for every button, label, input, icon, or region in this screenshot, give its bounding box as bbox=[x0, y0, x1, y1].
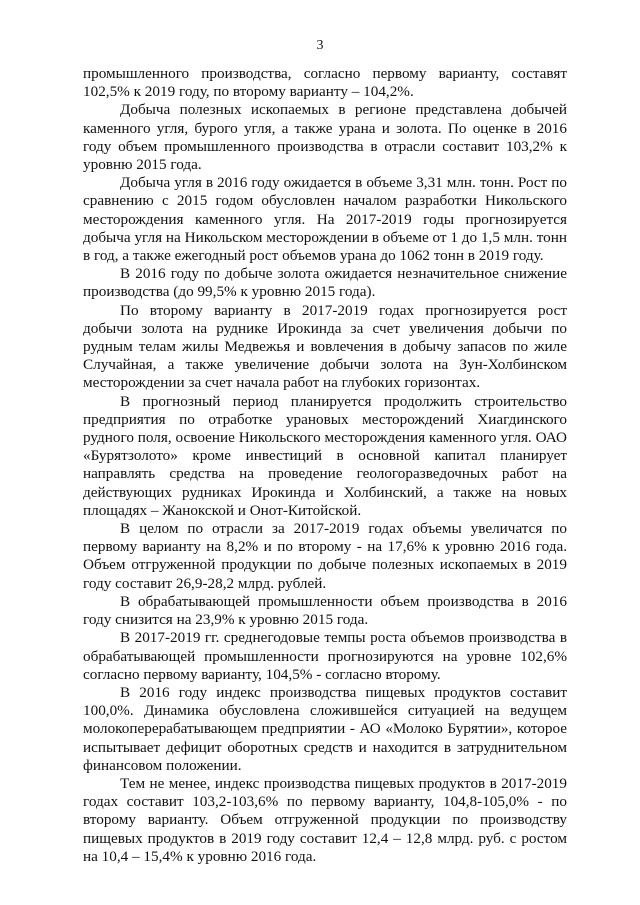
paragraph-manufacturing-growth: В 2017-2019 гг. среднегодовые темпы роста объемов производства в обрабатывающей промышленности прогнозируются на уровне 102,6% согласно первому варианту, 104,5% - согласно второму. bbox=[83, 629, 567, 683]
paragraph-food-index-2016: В 2016 году индекс производства пищевых продуктов составит 100,0%. Динамика обусловлена сложившейся ситуацией на ведущем молокоперерабатывающем предприятии - АО «Молоко Бурятии», которое испытывает дефицит оборотных средств и находится в затруднительном финансовом положении. bbox=[83, 683, 567, 774]
paragraph-continuation: промышленного производства, согласно первому варианту, составят 102,5% к 2019 году, по второму варианту – 104,2%. bbox=[83, 65, 567, 101]
paragraph-mining-overview: Добыча полезных ископаемых в регионе представлена добычей каменного угля, бурого угля, а также урана и золота. По оценке в 2016 году объем промышленного производства в отрасли составит 103,2% к уровню 2015 года. bbox=[83, 101, 567, 174]
paragraph-coal-production: Добыча угля в 2016 году ожидается в объеме 3,31 млн. тонн. Рост по сравнению с 2015 годом обусловлен началом разработки Никольского месторождения каменного угля. На 2017-2019 годы прогнозируется добыча угля на Никольском месторождении в объеме от 1 до 1,5 млн. тонн в год, а также ежегодный рост объемов урана до 1062 тонн в 2019 году. bbox=[83, 174, 567, 265]
paragraph-manufacturing-2016: В обрабатывающей промышленности объем производства в 2016 году снизится на 23,9% к уровню 2015 года. bbox=[83, 592, 567, 629]
paragraph-forecast-period: В прогнозный период планируется продолжить строительство предприятия по отработке урановых месторождений Хиагдинского рудного поля, освоение Никольского месторождения каменного угля. ОАО «Бурятзолото» кроме инвестиций в основной капитал планирует направлять средства на проведение геологоразведочных работ на действующих рудниках Ирокинда и Холбинский, а также на новых площадях – Жанокской и Онот-Китойской. bbox=[83, 392, 567, 519]
paragraph-gold-second-variant: По второму варианту в 2017-2019 годах прогнозируется рост добычи золота на руднике Ирокинда за счет увеличения добычи по рудным телам жилы Медвежья и вовлечения в добычу запасов по жиле Случайная, а также увеличение добычи золота на Зун-Холбинском месторождении за счет начала работ на глубоких горизонтах. bbox=[83, 301, 567, 392]
paragraph-industry-total: В целом по отрасли за 2017-2019 годах объемы увеличатся по первому варианту на 8,2% и по второму - на 17,6% к уровню 2016 года. Объем отгруженной продукции по добыче полезных ископаемых в 2019 году составит 26,9-28,2 млрд. рублей. bbox=[83, 520, 567, 592]
paragraph-food-index-forecast: Тем не менее, индекс производства пищевых продуктов в 2017-2019 годах составит 103,2-103,6% по первому варианту, 104,8-105,0% - по второму варианту. Объем отгруженной продукции по производству пищевых продуктов в 2019 году составит 12,4 – 12,8 млрд. руб. с ростом на 10,4 – 15,4% к уровню 2016 года. bbox=[83, 774, 567, 865]
page-number: 3 bbox=[316, 38, 324, 53]
paragraph-gold-2016: В 2016 году по добыче золота ожидается незначительное снижение производства (до 99,5% к уровню 2015 года). bbox=[83, 265, 567, 301]
document-body bbox=[83, 65, 567, 866]
